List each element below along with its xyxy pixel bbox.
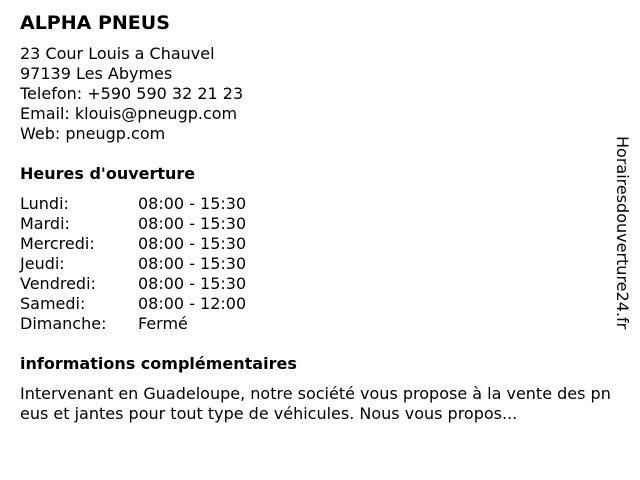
opening-hours-heading: Heures d'ouverture: [20, 164, 196, 183]
time-value: 08:00 - 15:30: [138, 194, 247, 213]
website: Web: pneugp.com: [20, 124, 166, 143]
time-value: 08:00 - 15:30: [138, 214, 247, 233]
day-label: Lundi:: [20, 194, 69, 213]
additional-info-heading: informations complémentaires: [20, 354, 297, 373]
day-label: Jeudi:: [20, 254, 65, 273]
day-label: Dimanche:: [20, 314, 107, 333]
address-line-1: 23 Cour Louis a Chauvel: [20, 44, 215, 63]
day-label: Samedi:: [20, 294, 86, 313]
time-value: 08:00 - 12:00: [138, 294, 247, 313]
email-address: Email: klouis@pneugp.com: [20, 104, 238, 123]
time-value: 08:00 - 15:30: [138, 274, 247, 293]
hours-row-saturday: [20, 294, 300, 314]
opening-hours-table: [20, 194, 300, 334]
phone-number: Telefon: +590 590 32 21 23: [20, 84, 244, 103]
hours-row-friday: [20, 274, 300, 294]
additional-info-text: Intervenant en Guadeloupe, notre société vous propose à la vente des pneus et jantes pour tout type de véhicules. Nous vous propos...: [20, 384, 611, 423]
site-watermark: Horairesdouverture24.fr: [613, 136, 632, 330]
time-value: 08:00 - 15:30: [138, 234, 247, 253]
hours-row-thursday: [20, 254, 300, 274]
hours-row-monday: [20, 194, 300, 214]
day-label: Mardi:: [20, 214, 70, 233]
day-label: Vendredi:: [20, 274, 96, 293]
contact-block: [20, 44, 243, 144]
time-value: Fermé: [138, 314, 188, 333]
hours-row-tuesday: [20, 214, 300, 234]
time-value: 08:00 - 15:30: [138, 254, 247, 273]
address-line-2: 97139 Les Abymes: [20, 64, 173, 83]
hours-row-sunday: [20, 314, 300, 334]
business-name: ALPHA PNEUS: [20, 12, 170, 34]
day-label: Mercredi:: [20, 234, 95, 253]
hours-row-wednesday: [20, 234, 300, 254]
